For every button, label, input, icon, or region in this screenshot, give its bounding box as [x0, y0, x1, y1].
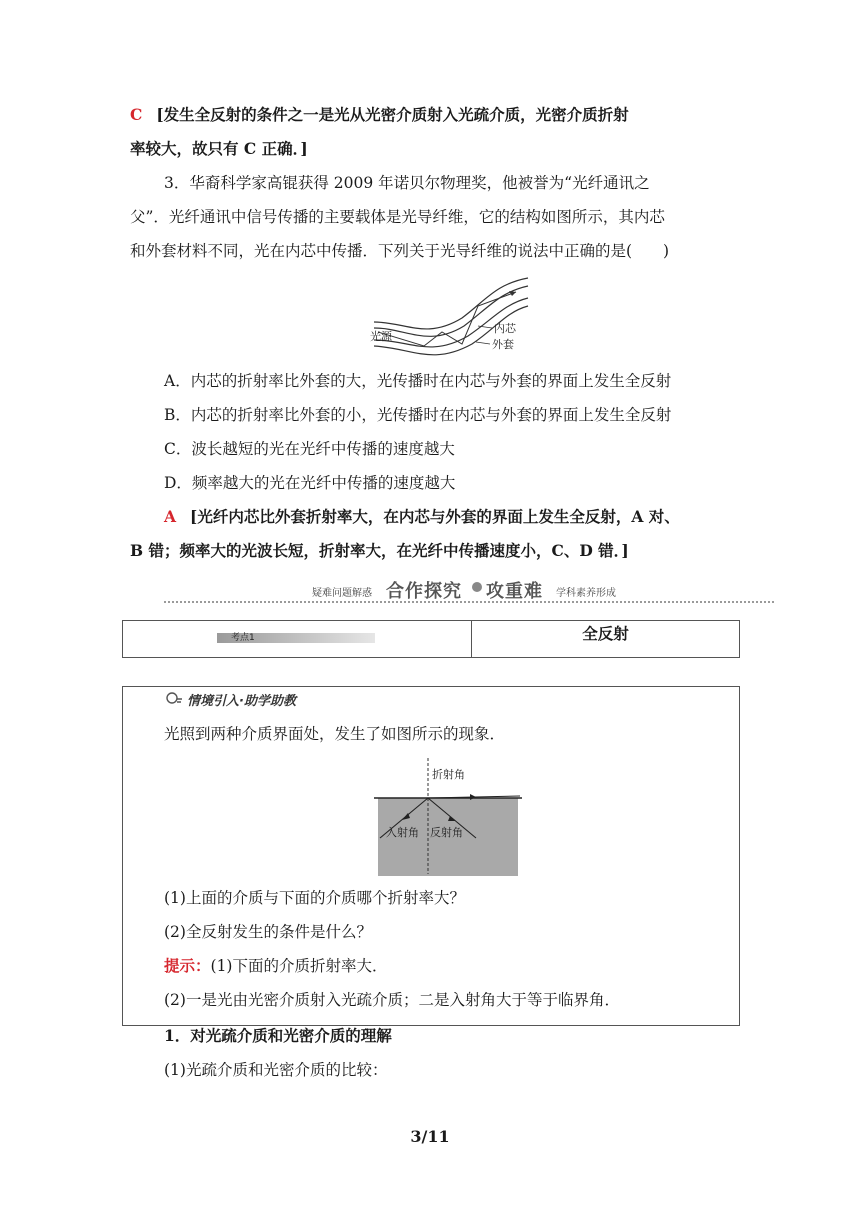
ray-arrow-head	[509, 291, 516, 296]
section-banner	[164, 577, 774, 603]
situation-hint1-line	[164, 954, 774, 978]
answer-a-line1	[164, 505, 774, 529]
answer-c-line1	[130, 103, 740, 127]
answer-a-text1: [光纤内芯比外套折射率大，在内芯与外套的界面上发生全反射，A 对、	[190, 507, 680, 526]
optical-fiber-figure	[366, 270, 536, 360]
answer-label-a: A	[164, 507, 177, 526]
banner-right-small: 学科素养形成	[556, 588, 616, 599]
situation-q1: (1)上面的介质与下面的介质哪个折射率大？	[164, 889, 465, 907]
answer-label-c: C	[130, 105, 143, 124]
page-number: 3/11	[410, 1127, 450, 1146]
answer-a-line2: B 错；频率大的光波长短，折射率大，在光纤中传播速度小，C、D 错．]	[130, 541, 629, 560]
interface-figure	[372, 756, 524, 878]
lightbulb-hand-icon	[165, 691, 183, 707]
kaodian-box	[122, 620, 740, 658]
leader-cladding	[476, 342, 490, 344]
kaodian-tag: 考点1	[217, 633, 375, 643]
option-d: D．频率越大的光在光纤中传播的速度越大	[164, 474, 456, 492]
question3-line2: 父”．光纤通讯中信号传播的主要载体是光导纤维，它的结构如图所示，其内芯	[130, 208, 665, 226]
option-c: C．波长越短的光在光纤中传播的速度越大	[164, 440, 455, 458]
banner-main-right: 攻重难	[486, 581, 543, 602]
kaodian-title: 全反射	[582, 625, 629, 643]
situation-hint2: (2)一是光由光密介质射入光疏介质；二是入射角大于等于临界角．	[164, 991, 620, 1009]
section1-sub: (1)光疏介质和光密介质的比较：	[164, 1061, 388, 1079]
banner-main-left: 合作探究	[386, 581, 462, 602]
label-reflection-angle: 反射角	[430, 826, 463, 839]
answer-c-line2: 率较大，故只有 C 正确．]	[130, 139, 308, 158]
section1-heading: 1．对光疏介质和光密介质的理解	[164, 1026, 392, 1045]
kaodian-left-cell	[123, 621, 472, 657]
option-a: A．内芯的折射率比外套的大，光传播时在内芯与外套的界面上发生全反射	[164, 372, 672, 390]
label-incidence-angle: 入射角	[386, 826, 419, 839]
situation-intro: 光照到两种介质界面处，发生了如图所示的现象．	[164, 725, 506, 743]
option-b: B．内芯的折射率比外套的小，光传播时在内芯与外套的界面上发生全反射	[164, 406, 672, 424]
hint1-text: (1)下面的介质折射率大．	[210, 957, 388, 975]
situation-q2: (2)全反射发生的条件是什么？	[164, 923, 372, 941]
label-core: 内芯	[494, 322, 516, 335]
hint-label: 提示：	[164, 956, 211, 975]
question3-line1: 3．华裔科学家高锟获得 2009 年诺贝尔物理奖，他被誉为“光纤通讯之	[164, 174, 650, 192]
answer-c-text1: [发生全反射的条件之一是光从光密介质射入光疏介质，光密介质折射	[156, 105, 629, 124]
situation-header: 情境引入·助学助教	[187, 694, 296, 709]
banner-left-small: 疑难问题解惑	[312, 588, 372, 599]
question3-line3: 和外套材料不同，光在内芯中传播．下列关于光导纤维的说法中正确的是( )	[130, 242, 670, 260]
banner-divider-icon	[472, 582, 482, 592]
label-refraction-angle: 折射角	[432, 768, 465, 781]
label-cladding: 外套	[492, 338, 514, 351]
label-light-source: 光源	[370, 330, 392, 343]
